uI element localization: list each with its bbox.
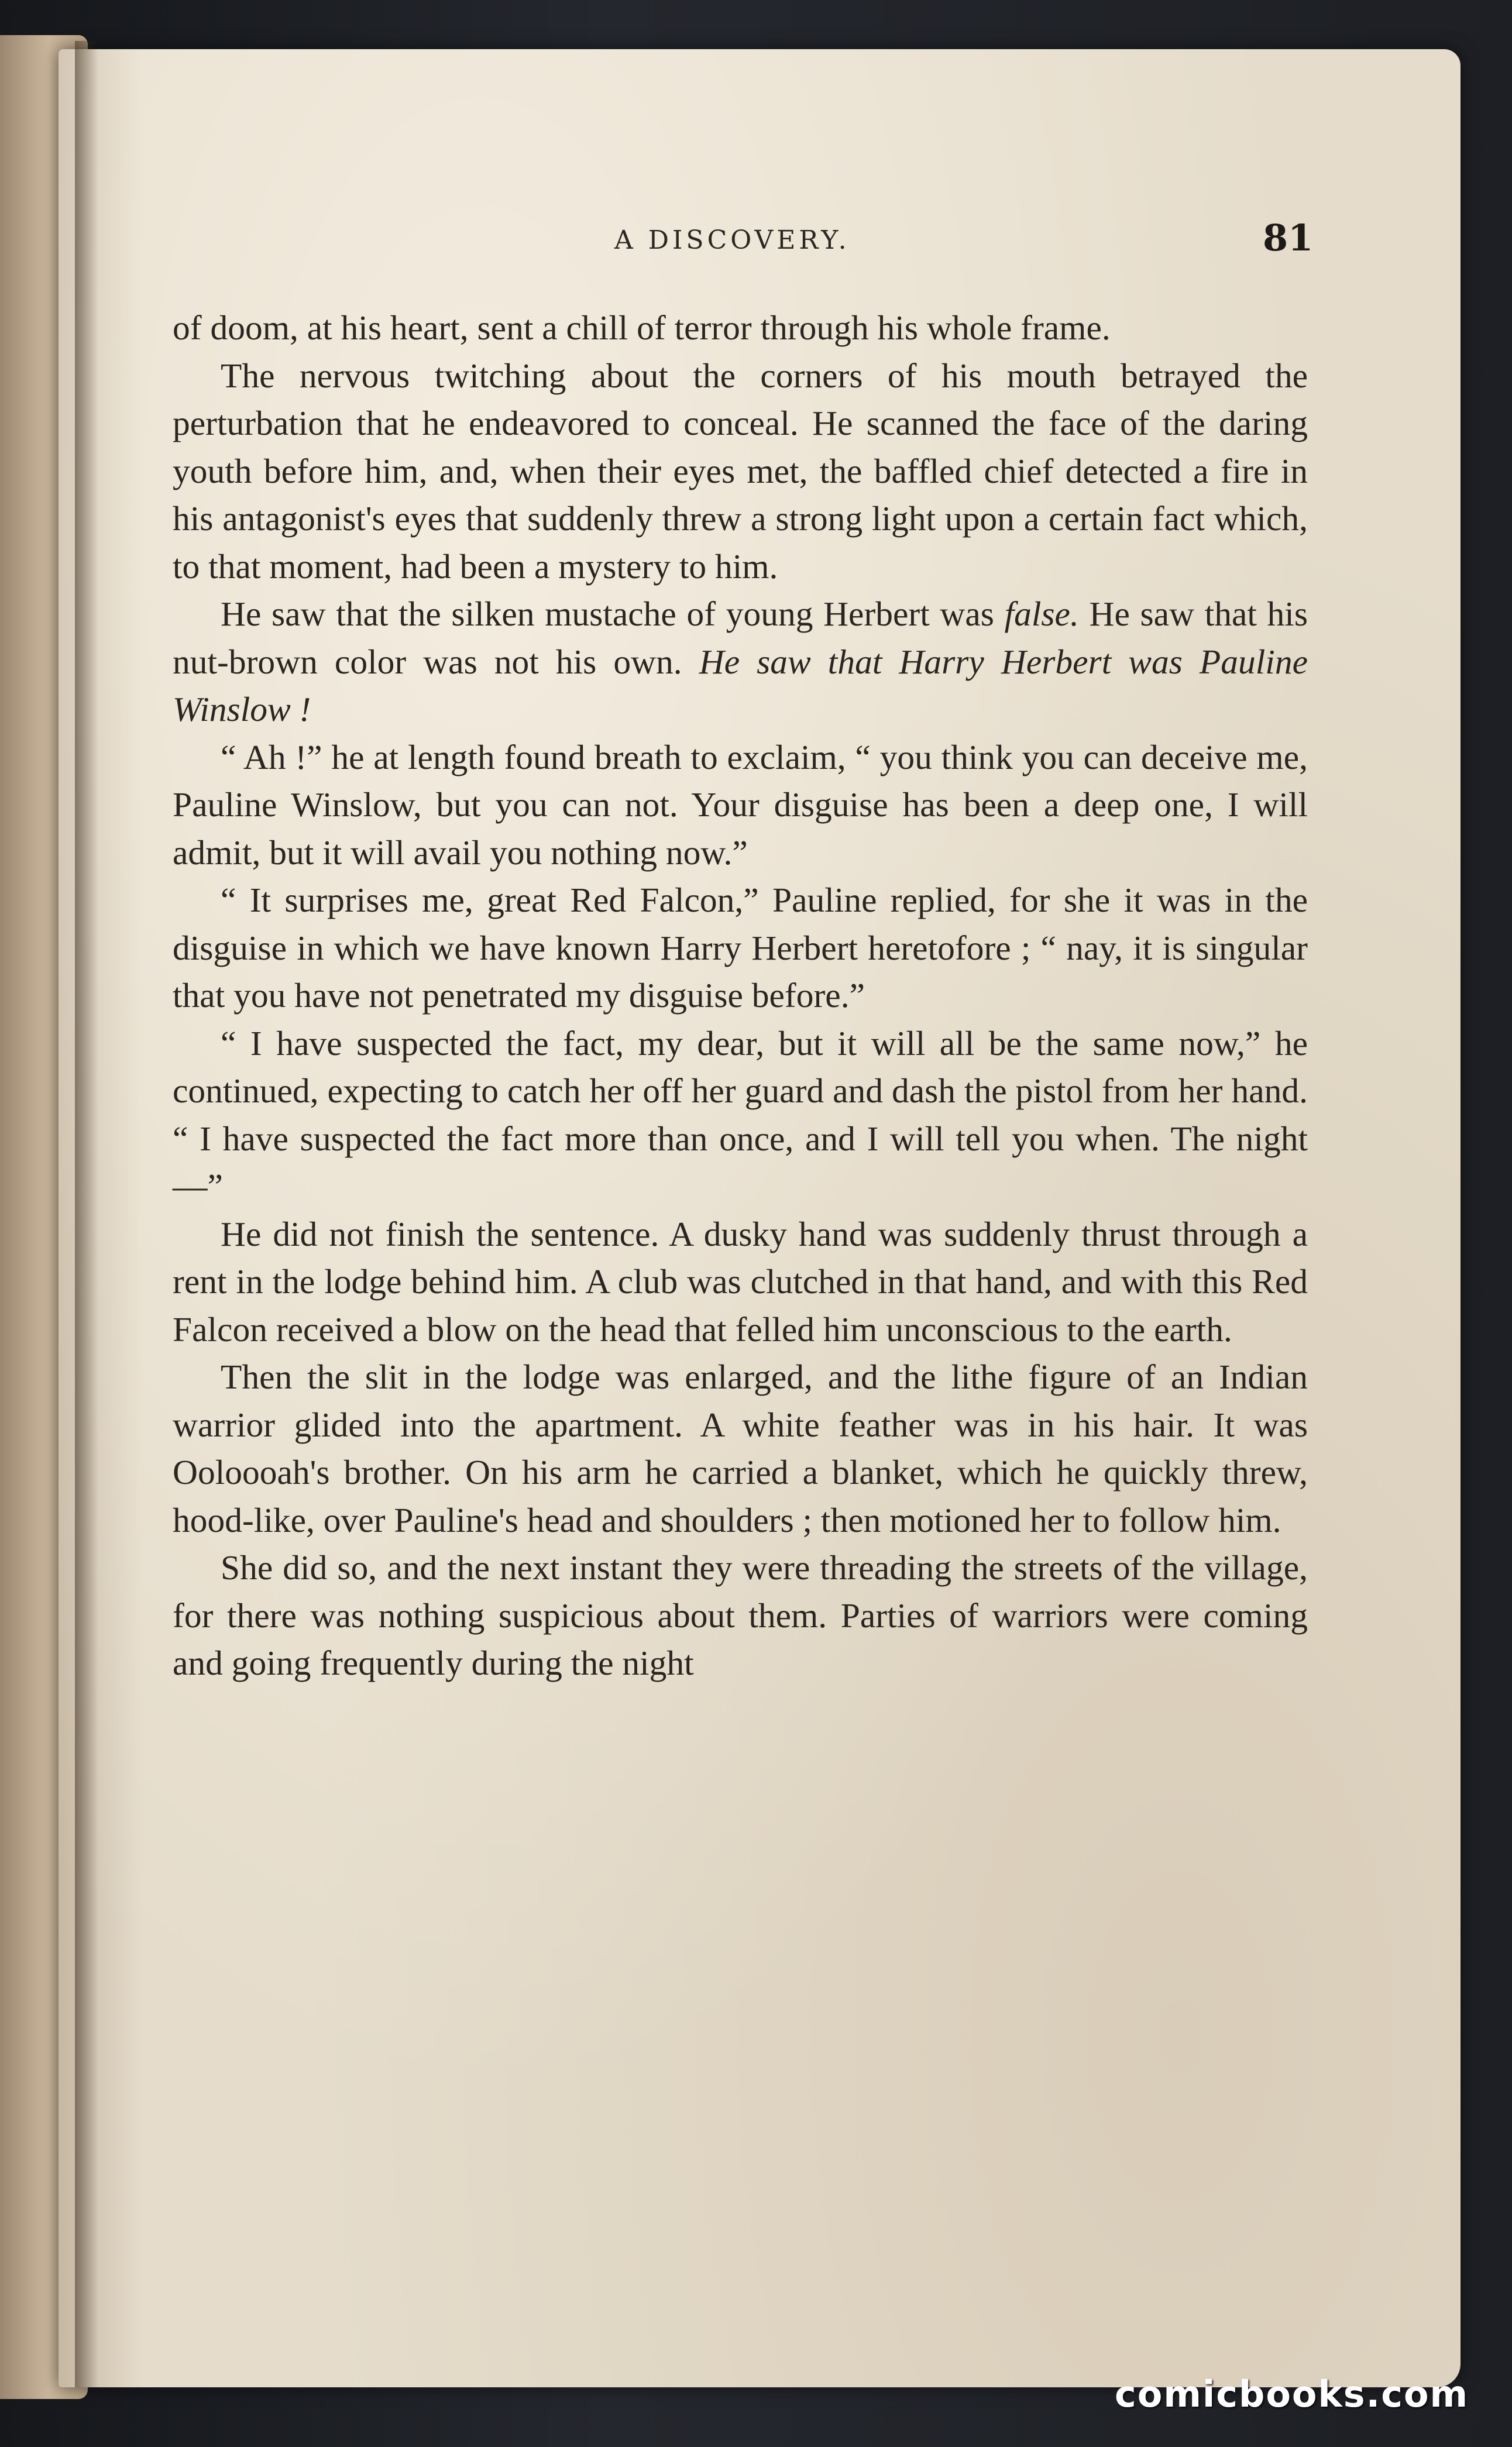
paragraph: The nervous twitching about the corners of his mouth betrayed the perturbation that he endeavored to conceal. He scanned the face of the daring youth before him, and, when their eyes met, the baffled chief detected a fire in his antagonist's eyes that suddenly threw a strong light upon a certain fact which, to that moment, had been a mystery to him.: [173, 356, 1308, 586]
paragraph: [173, 590, 1308, 734]
body-text: [173, 304, 1308, 1688]
italic-text: He saw that Harry Herbert was Pauline Winslow !: [173, 642, 1308, 728]
paragraph: “ Ah !” he at length found breath to exclaim, “ you think you can deceive me, Pauline Winslow, but you can not. Your disguise has been a deep one, I will admit, but it will avail you nothing now.”: [173, 737, 1308, 872]
paragraph: She did so, and the next instant they were threading the streets of the village, for there was nothing suspicious about them. Parties of warriors were coming and going frequently during the night: [173, 1548, 1308, 1682]
paragraph: “ I have suspected the fact, my dear, but it will all be the same now,” he continued, expecting to catch her off her guard and dash the pistol from her hand. “ I have suspected the fact more than once, and I will tell you when. The night—”: [173, 1023, 1308, 1205]
spine-shadow: [75, 41, 98, 2387]
italic-text: false.: [1004, 594, 1079, 633]
paragraph: Then the slit in the lodge was enlarged, and the lithe figure of an Indian warrior glided into the apartment. A white feather was in his hair. It was Ooloooah's brother. On his arm he carried a blanket, which he quickly threw, hood-like, over Pauline's head and shoulders ; then motioned her to follow him.: [173, 1357, 1308, 1539]
running-head: A DISCOVERY.: [614, 225, 850, 255]
paragraph: of doom, at his heart, sent a chill of terror through his whole frame.: [173, 308, 1111, 347]
paragraph: He did not finish the sentence. A dusky hand was suddenly thrust through a rent in the lodge behind him. A club was clutched in that hand, and with this Red Falcon received a blow on the head that felled him unconscious to the earth.: [173, 1214, 1308, 1349]
paragraph: “ It surprises me, great Red Falcon,” Pauline replied, for she it was in the disguise in which we have known Harry Herbert heretofore ; “ nay, it is singular that you have not penetrated my disguise before.”: [173, 881, 1308, 1015]
paragraph-text: He saw that the silken mustache of young Herbert was: [221, 594, 1005, 633]
paragraph-text: He saw that his nut-brown color was not his own.: [173, 594, 1308, 681]
page-number: 81: [1263, 216, 1314, 259]
site-watermark: comicbooks.com: [1115, 2373, 1469, 2415]
